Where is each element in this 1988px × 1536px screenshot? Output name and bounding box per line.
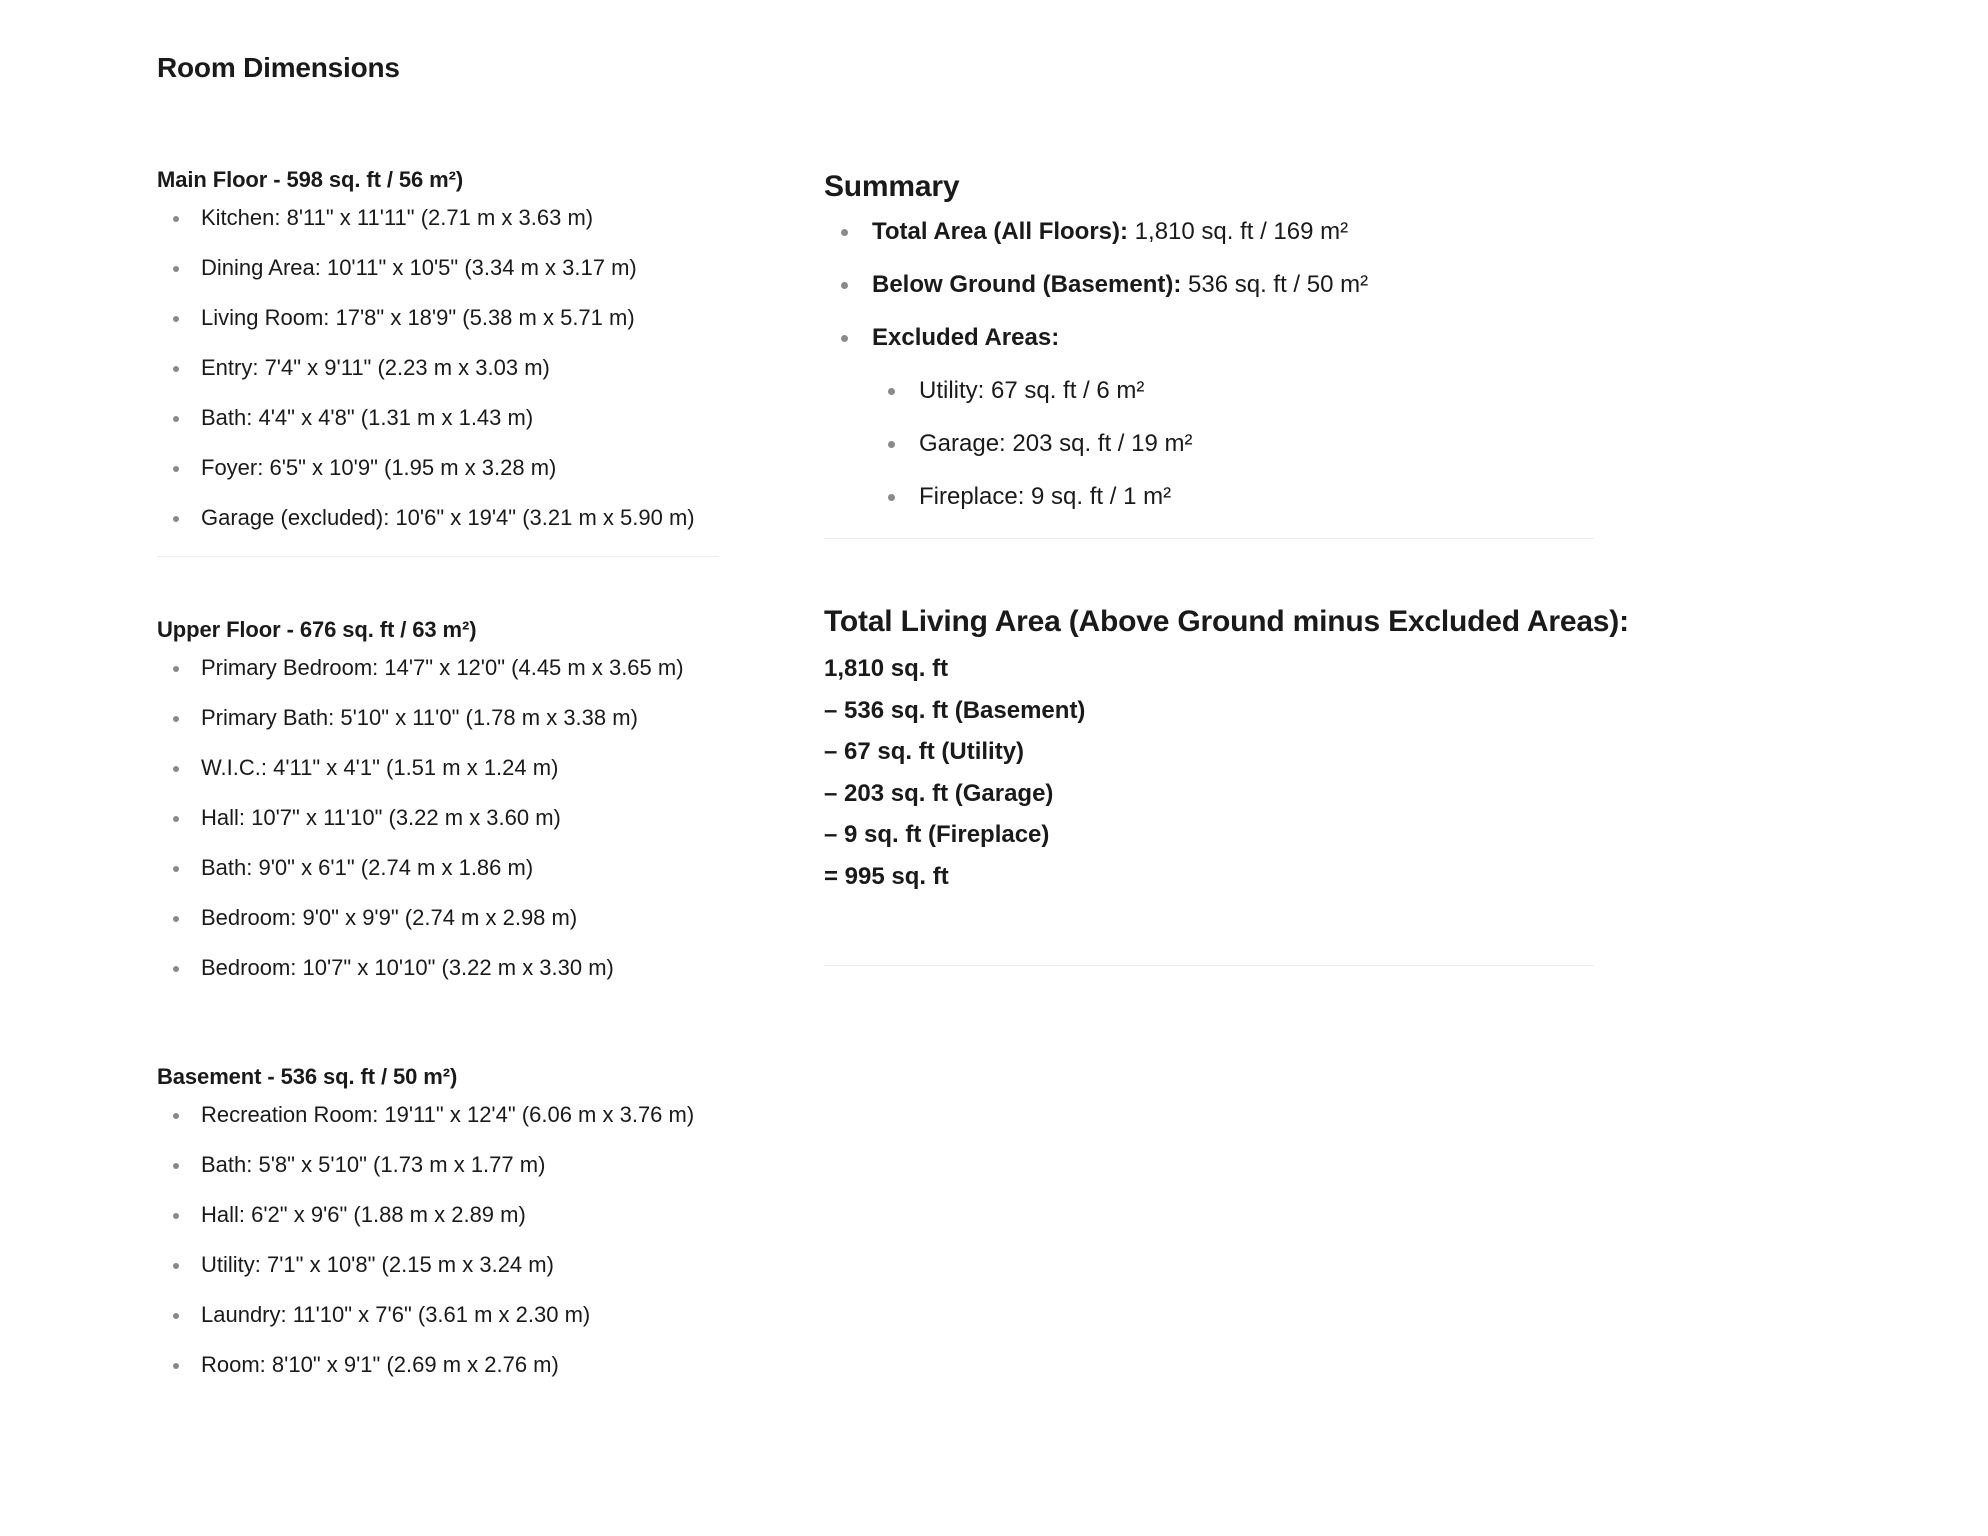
list-item: Primary Bath: 5'10" x 11'0" (1.78 m x 3.38 m) [157,703,722,733]
main-floor-room-list [157,203,722,533]
summary-excluded-areas [824,321,1594,514]
basement-heading: Basement - 536 sq. ft / 50 m²) [157,1064,458,1089]
calculation-line: 1,810 sq. ft [824,655,949,682]
divider [824,965,1594,966]
list-item: Dining Area: 10'11" x 10'5" (3.34 m x 3.17 m) [157,253,722,283]
list-item: Laundry: 11'10" x 7'6" (3.61 m x 2.30 m) [157,1300,722,1330]
list-item: Bath: 5'8" x 5'10" (1.73 m x 1.77 m) [157,1150,722,1180]
divider [157,556,719,557]
main-floor-section [157,165,722,557]
calculation-lines [824,648,1594,897]
list-item: Kitchen: 8'11" x 11'11" (2.71 m x 3.63 m) [157,203,722,233]
list-item: Bath: 9'0" x 6'1" (2.74 m x 1.86 m) [157,853,722,883]
total-living-area-title: Total Living Area (Above Ground minus Excluded Areas): [824,605,1629,638]
list-item: Living Room: 17'8" x 18'9" (5.38 m x 5.71 m) [157,303,722,333]
list-item: Bath: 4'4" x 4'8" (1.31 m x 1.43 m) [157,403,722,433]
list-item: W.I.C.: 4'11" x 4'1" (1.51 m x 1.24 m) [157,753,722,783]
list-item: Hall: 10'7" x 11'10" (3.22 m x 3.60 m) [157,803,722,833]
list-item: Garage (excluded): 10'6" x 19'4" (3.21 m x 5.90 m) [157,503,722,533]
upper-floor-room-list [157,653,722,983]
summary-below-ground [824,268,1594,302]
list-item: Fireplace: 9 sq. ft / 1 m² [872,480,1594,514]
basement-section [157,1062,722,1380]
list-item: Recreation Room: 19'11" x 12'4" (6.06 m x 3.76 m) [157,1100,722,1130]
page-title: Room Dimensions [157,52,400,83]
calculation-line: – 203 sq. ft (Garage) [824,779,1054,807]
summary-list [824,215,1594,514]
basement-room-list [157,1100,722,1380]
summary-total-area-value: 1,810 sq. ft / 169 m² [1128,218,1349,245]
calculation-line: – 536 sq. ft (Basement) [824,696,1086,724]
main-floor-heading: Main Floor - 598 sq. ft / 56 m²) [157,167,464,192]
excluded-areas-list [872,374,1594,514]
calculation-line: – 67 sq. ft (Utility) [824,738,1025,765]
summary-total-area [824,215,1594,249]
list-item: Foyer: 6'5" x 10'9" (1.95 m x 3.28 m) [157,453,722,483]
list-item: Primary Bedroom: 14'7" x 12'0" (4.45 m x 3.65 m) [157,653,722,683]
calculation-result: = 995 sq. ft [824,862,949,890]
floors-column [157,165,722,1400]
summary-column [824,165,1629,966]
summary-below-ground-value: 536 sq. ft / 50 m² [1181,271,1369,298]
list-item: Garage: 203 sq. ft / 19 m² [872,427,1594,461]
upper-floor-section [157,615,722,983]
summary-below-ground-label: Below Ground (Basement): [872,271,1182,298]
list-item: Bedroom: 9'0" x 9'9" (2.74 m x 2.98 m) [157,903,722,933]
summary-title: Summary [824,170,960,203]
list-item: Room: 8'10" x 9'1" (2.69 m x 2.76 m) [157,1350,722,1380]
list-item: Entry: 7'4" x 9'11" (2.23 m x 3.03 m) [157,353,722,383]
upper-floor-heading: Upper Floor - 676 sq. ft / 63 m²) [157,617,477,642]
list-item: Bedroom: 10'7" x 10'10" (3.22 m x 3.30 m) [157,953,722,983]
summary-excluded-label: Excluded Areas: [872,324,1060,351]
calculation-line: – 9 sq. ft (Fireplace) [824,821,1050,848]
list-item: Utility: 7'1" x 10'8" (2.15 m x 3.24 m) [157,1250,722,1280]
summary-total-area-label: Total Area (All Floors): [872,218,1129,245]
list-item: Utility: 67 sq. ft / 6 m² [872,374,1594,408]
list-item: Hall: 6'2" x 9'6" (1.88 m x 2.89 m) [157,1200,722,1230]
divider [824,538,1594,539]
